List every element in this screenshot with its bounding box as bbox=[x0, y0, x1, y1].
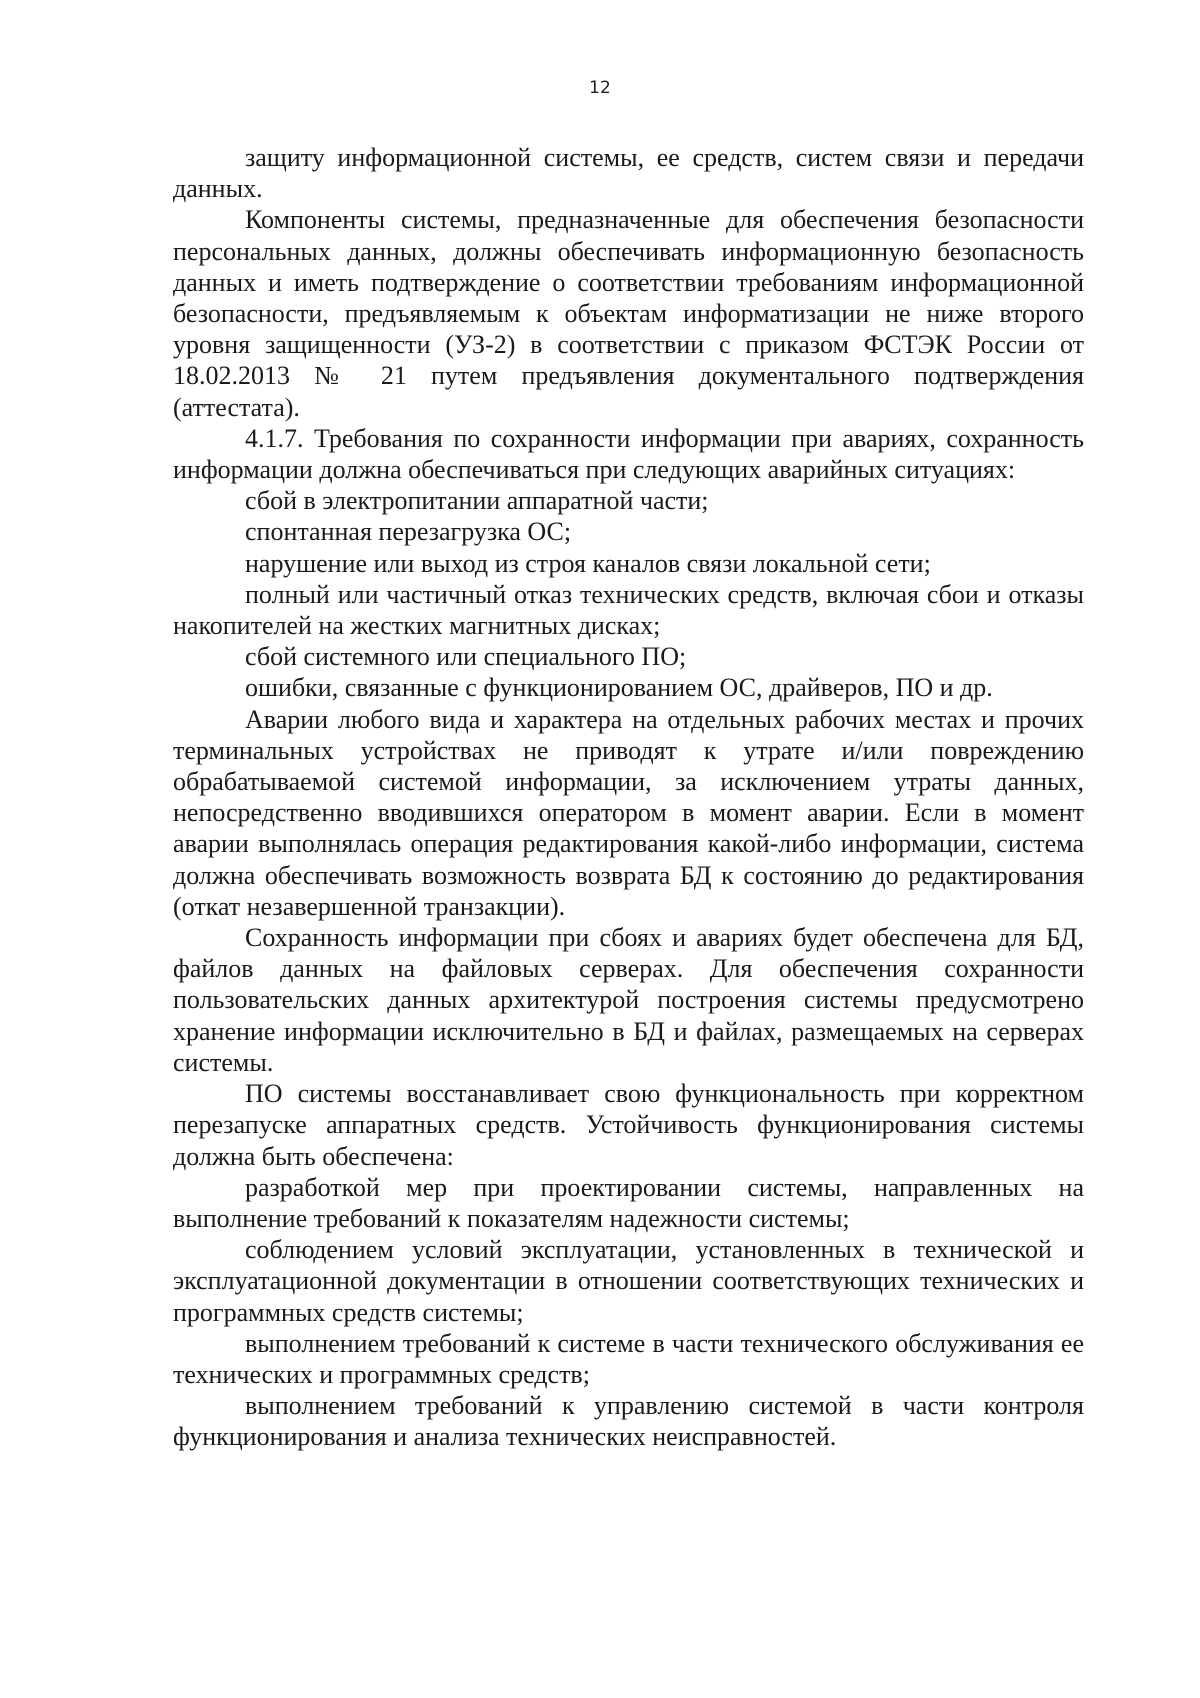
page-number: 12 bbox=[589, 78, 611, 98]
list-item: выполнением требований к системе в части технического обслуживания ее технических и программных средств; bbox=[173, 1328, 1084, 1389]
list-item: ошибки, связанные с функционированием ОС, драйверов, ПО и др. bbox=[245, 673, 993, 703]
paragraph: ПО системы восстанавливает свою функциональность при корректном перезапуске аппаратных средств. Устойчивость функционирования системы должна быть обеспечена: bbox=[173, 1079, 1084, 1171]
list-item: спонтанная перезагрузка ОС; bbox=[245, 517, 572, 547]
list-item: сбой в электропитании аппаратной части; bbox=[245, 486, 709, 516]
paragraph: Компоненты системы, предназначенные для обеспечения безопасности персональных данных, должны обеспечивать информационную безопасность данных и иметь подтверждение о соответствии требованиям информационной безопасности, предъявляемым к объектам информатизации не ниже второго уровня защищенности (УЗ-2) в соответствии с приказом ФСТЭК России от 18.02.2013 № 21 путем предъявления документального подтверждения (аттестата). bbox=[173, 205, 1084, 422]
list-item: нарушение или выход из строя каналов связи локальной сети; bbox=[245, 548, 931, 578]
document-body bbox=[173, 142, 1084, 1453]
list-item: сбой системного или специального ПО; bbox=[245, 642, 687, 672]
list-item: полный или частичный отказ технических средств, включая сбои и отказы накопителей на жестких магнитных дисках; bbox=[173, 579, 1084, 641]
paragraph: Сохранность информации при сбоях и авариях будет обеспечена для БД, файлов данных на файловых серверах. Для обеспечения сохранности пользовательских данных архитектурой построения системы предусмотрено хранение информации исключительно в БД и файлах, размещаемых на серверах системы. bbox=[173, 923, 1084, 1077]
paragraph: Аварии любого вида и характера на отдельных рабочих местах и прочих терминальных устройствах не приводят к утрате и/или повреждению обрабатываемой системой информации, за исключением утраты данных, непосредственно вводившихся оператором в момент аварии. Если в момент аварии выполнялась операция редактирования какой-либо информации, система должна обеспечивать возможность возврата БД к состоянию до редактирования (откат незавершенной транзакции). bbox=[173, 704, 1084, 921]
list-item: выполнением требований к управлению системой в части контроля функционирования и анализа технических неисправностей. bbox=[173, 1391, 1084, 1452]
list-item: соблюдением условий эксплуатации, установленных в технической и эксплуатационной документации в отношении соответствующих технических и программных средств системы; bbox=[173, 1235, 1084, 1327]
list-item: разработкой мер при проектировании системы, направленных на выполнение требований к показателям надежности системы; bbox=[173, 1172, 1084, 1233]
paragraph: защиту информационной системы, ее средств, систем связи и передачи данных. bbox=[173, 143, 1084, 204]
section-paragraph: 4.1.7. Требования по сохранности информации при авариях, сохранность информации должна обеспечиваться при следующих аварийных ситуациях: bbox=[173, 423, 1084, 485]
